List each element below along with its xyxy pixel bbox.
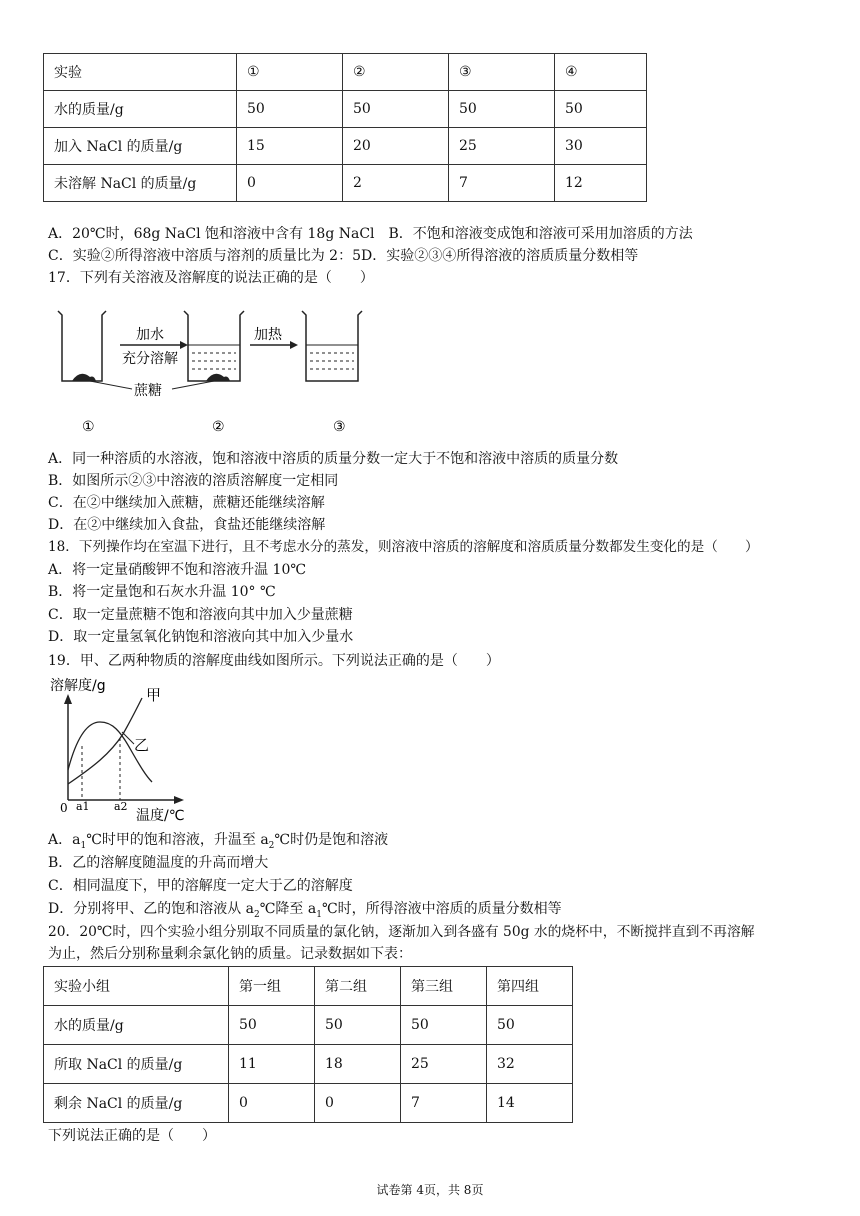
page-footer: 试卷第 4页，共 8页 bbox=[376, 1183, 484, 1197]
q16-option-c: C．实验②所得溶液中溶质与溶剂的质量比为 2：5 bbox=[48, 248, 361, 264]
arrow1-bottom-label: 充分溶解 bbox=[122, 351, 178, 367]
q19-option-c: C．相同温度下，甲的溶解度一定大于乙的溶解度 bbox=[48, 878, 353, 894]
table2-cell: 0 bbox=[229, 1084, 315, 1123]
q20-stem-line2: 为止，然后分别称量剩余氯化钠的质量。记录数据如下表： bbox=[48, 946, 412, 962]
q19-option-a: A．$a_1℃$时甲的饱和溶液，升温至 $a_2℃$时仍是饱和溶液 bbox=[48, 832, 389, 851]
table1-header-4: ④ bbox=[555, 54, 647, 91]
table2-cell: 剩余 NaCl 的质量/g bbox=[44, 1084, 229, 1123]
table-row bbox=[44, 91, 647, 128]
q17-beaker-figure bbox=[50, 305, 370, 435]
table1-cell: 7 bbox=[449, 165, 555, 202]
q20-after-text: 下列说法正确的是（ ） bbox=[48, 1128, 216, 1144]
table1-cell: 15 bbox=[237, 128, 343, 165]
q16-option-d: D．实验②③④所得溶液的溶质质量分数相等 bbox=[360, 248, 639, 264]
solubility-curve-graph bbox=[48, 672, 198, 824]
table-row bbox=[44, 128, 647, 165]
table1-header-2: ② bbox=[343, 54, 449, 91]
q18-option-d: D．取一定量氢氧化钠饱和溶液向其中加入少量水 bbox=[48, 629, 354, 645]
table1-cell: 50 bbox=[237, 91, 343, 128]
q19-option-d: D．分别将甲、乙的饱和溶液从 $a_2℃$降至 $a_1℃$时，所得溶液中溶质的质量分数相等 bbox=[48, 901, 562, 920]
table-row bbox=[44, 165, 647, 202]
q17-option-b: B．如图所示②③中溶液的溶质溶解度一定相同 bbox=[48, 473, 339, 489]
table2-header-1: 第一组 bbox=[229, 967, 315, 1006]
table2-cell: 18 bbox=[315, 1045, 401, 1084]
table-row bbox=[44, 1084, 573, 1123]
table2-cell: 7 bbox=[401, 1084, 487, 1123]
arrow1-top-label: 加水 bbox=[136, 327, 164, 343]
table2-cell: 水的质量/g bbox=[44, 1006, 229, 1045]
q19-option-b: B．乙的溶解度随温度的升高而增大 bbox=[48, 855, 269, 871]
table2-cell: 50 bbox=[229, 1006, 315, 1045]
beaker-2 bbox=[184, 311, 244, 381]
table2-header-0: 实验小组 bbox=[44, 967, 229, 1006]
q17-option-d: D．在②中继续加入食盐，食盐还能继续溶解 bbox=[48, 517, 326, 533]
table1-cell: 加入 NaCl 的质量/g bbox=[44, 128, 237, 165]
q19-stem: 19．甲、乙两种物质的溶解度曲线如图所示。下列说法正确的是（ ） bbox=[48, 653, 500, 669]
table2-cell: 50 bbox=[315, 1006, 401, 1045]
beaker-label-1: ① bbox=[82, 419, 95, 435]
table-row bbox=[44, 1045, 573, 1084]
table2-cell: 14 bbox=[487, 1084, 573, 1123]
table2-header-3: 第三组 bbox=[401, 967, 487, 1006]
q17-option-c: C．在②中继续加入蔗糖，蔗糖还能继续溶解 bbox=[48, 495, 325, 511]
experiment-table-2 bbox=[43, 966, 573, 1123]
table2-cell: 25 bbox=[401, 1045, 487, 1084]
q16-options-ab bbox=[48, 224, 693, 244]
table1-cell: 未溶解 NaCl 的质量/g bbox=[44, 165, 237, 202]
table2-cell: 11 bbox=[229, 1045, 315, 1084]
table2-cell: 0 bbox=[315, 1084, 401, 1123]
table1-cell: 25 bbox=[449, 128, 555, 165]
table1-cell: 水的质量/g bbox=[44, 91, 237, 128]
table2-cell: 50 bbox=[487, 1006, 573, 1045]
beaker-label-2: ② bbox=[212, 419, 225, 435]
q18-stem: 18．下列操作均在室温下进行，且不考虑水分的蒸发，则溶液中溶质的溶解度和溶质质量分数都发生变化的是（ ） bbox=[48, 539, 759, 555]
table1-cell: 50 bbox=[449, 91, 555, 128]
graph-y-label: 溶解度/g bbox=[50, 678, 106, 694]
beaker-1 bbox=[58, 311, 106, 381]
q16-options-cd bbox=[48, 246, 638, 266]
q18-option-a: A．将一定量硝酸钾不饱和溶液升温 10℃ bbox=[48, 562, 307, 578]
sugar-label-pointer bbox=[90, 381, 214, 399]
arrow-add-water bbox=[120, 326, 188, 367]
q16-option-a: A．20℃时，68g NaCl 饱和溶液中含有 18g NaCl bbox=[48, 226, 375, 242]
table2-header-2: 第二组 bbox=[315, 967, 401, 1006]
arrow2-label: 加热 bbox=[254, 327, 282, 343]
table1-cell: 0 bbox=[237, 165, 343, 202]
beaker-3 bbox=[302, 311, 362, 381]
q17-option-a: A．同一种溶质的水溶液，饱和溶液中溶质的质量分数一定大于不饱和溶液中溶质的质量分数 bbox=[48, 451, 619, 467]
graph-tick-a1: a1 bbox=[76, 800, 90, 813]
table2-cell: 50 bbox=[401, 1006, 487, 1045]
table2-header-4: 第四组 bbox=[487, 967, 573, 1006]
table1-cell: 30 bbox=[555, 128, 647, 165]
table1-cell: 50 bbox=[555, 91, 647, 128]
q18-option-b: B．将一定量饱和石灰水升温 10° ℃ bbox=[48, 584, 276, 600]
q16-option-b: B．不饱和溶液变成饱和溶液可采用加溶质的方法 bbox=[388, 226, 693, 242]
experiment-table-1 bbox=[43, 53, 647, 202]
beaker-label-3: ③ bbox=[333, 419, 346, 435]
arrow-heat bbox=[250, 326, 298, 349]
table-row bbox=[44, 1006, 573, 1045]
table2-cell: 32 bbox=[487, 1045, 573, 1084]
q17-stem: 17．下列有关溶液及溶解度的说法正确的是（ ） bbox=[48, 270, 374, 286]
table1-cell: 20 bbox=[343, 128, 449, 165]
graph-x-label: 温度/℃ bbox=[136, 808, 185, 824]
q18-option-c: C．取一定量蔗糖不饱和溶液向其中加入少量蔗糖 bbox=[48, 607, 353, 623]
series-label-yi: 乙 bbox=[134, 736, 150, 754]
table1-cell: 12 bbox=[555, 165, 647, 202]
table1-header-3: ③ bbox=[449, 54, 555, 91]
q20-stem-line1: 20．20℃时，四个实验小组分别取不同质量的氯化钠，逐渐加入到各盛有 50g 水的烧杯中，不断搅拌直到不再溶解 bbox=[48, 924, 755, 940]
table1-cell: 2 bbox=[343, 165, 449, 202]
table2-cell: 所取 NaCl 的质量/g bbox=[44, 1045, 229, 1084]
table1-header-1: ① bbox=[237, 54, 343, 91]
sugar-label: 蔗糖 bbox=[134, 383, 162, 399]
table1-header-0: 实验 bbox=[44, 54, 237, 91]
series-label-jia: 甲 bbox=[146, 686, 162, 704]
graph-tick-a2: a2 bbox=[114, 800, 128, 813]
graph-origin: 0 bbox=[60, 801, 68, 815]
table1-cell: 50 bbox=[343, 91, 449, 128]
